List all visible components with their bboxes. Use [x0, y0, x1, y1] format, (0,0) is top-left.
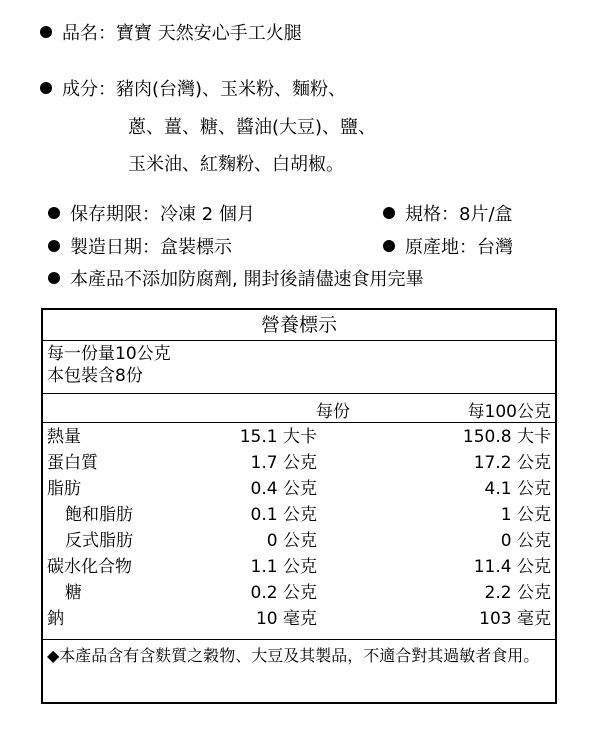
table-row	[43, 503, 555, 527]
table-row	[43, 477, 555, 501]
per-100g-value: 1 公克	[500, 505, 551, 525]
table-row	[43, 451, 555, 475]
nutrition-rows	[43, 423, 555, 640]
table-row	[43, 581, 555, 605]
bullet-icon	[383, 240, 395, 252]
per-100g-value: 11.4 公克	[473, 557, 551, 577]
bullet-icon	[383, 207, 395, 219]
nutrient-name: 蛋白質	[47, 453, 98, 473]
product-name-line	[40, 22, 302, 46]
per-serving-value: 0.1 公克	[250, 505, 317, 525]
ingredients-text-2: 蔥、薑、糖、醬油(大豆)、鹽、	[128, 117, 377, 138]
per-100g-value: 2.2 公克	[484, 583, 551, 603]
per-serving-value: 0 公克	[266, 531, 317, 551]
bullet-icon	[40, 82, 52, 94]
ingredients-line-1	[40, 78, 346, 102]
per-serving-value: 15.1 大卡	[239, 427, 317, 447]
per-100g-value: 103 毫克	[479, 609, 551, 629]
per-100g-value: 17.2 公克	[473, 453, 551, 473]
bullet-icon	[48, 272, 60, 284]
per-100g-value: 0 公克	[500, 531, 551, 551]
notice-line	[48, 268, 423, 292]
servings-per-package: 本包裝含8份	[47, 366, 143, 386]
nutrition-table	[41, 308, 557, 704]
bullet-icon	[48, 207, 60, 219]
table-row	[43, 425, 555, 449]
nutrition-title: 營養標示	[43, 310, 555, 341]
col-per-100g: 每100公克	[467, 402, 551, 422]
nutrient-name: 鈉	[47, 609, 64, 629]
origin-text: 原產地：台灣	[405, 237, 513, 258]
product-name: 品名：寶寶 天然安心手工火腿	[62, 23, 302, 44]
nutrient-name: 脂肪	[47, 479, 81, 499]
ingredients-text-1: 成分：豬肉(台灣)、玉米粉、麵粉、	[62, 79, 347, 100]
nutrition-header-row	[43, 394, 555, 423]
table-row	[43, 555, 555, 579]
per-serving-value: 10 毫克	[255, 609, 317, 629]
notice-text: 本產品不添加防腐劑, 開封後請儘速食用完畢	[70, 269, 424, 290]
storage-line	[48, 203, 255, 227]
allergen-notice: ◆本產品含有含麩質之穀物、大豆及其製品，不適合對其過敏者食用。	[47, 646, 540, 665]
mfg-text: 製造日期：盒裝標示	[70, 237, 232, 258]
mfg-line	[48, 236, 232, 260]
per-serving-value: 0.4 公克	[250, 479, 317, 499]
col-per-serving: 每份	[316, 402, 350, 422]
per-serving-value: 1.7 公克	[250, 453, 317, 473]
serving-info	[43, 341, 555, 394]
storage-text: 保存期限：冷凍 2 個月	[70, 204, 255, 225]
nutrient-name: 碳水化合物	[47, 557, 132, 577]
per-serving-value: 0.2 公克	[250, 583, 317, 603]
bullet-icon	[40, 26, 52, 38]
origin-line	[383, 236, 513, 260]
bullet-icon	[48, 240, 60, 252]
spec-line	[383, 203, 513, 227]
table-row	[43, 529, 555, 553]
ingredients-line-2	[128, 116, 376, 140]
per-100g-value: 4.1 公克	[484, 479, 551, 499]
serving-size: 每一份量10公克	[47, 344, 171, 364]
spec-text: 規格：8片/盒	[405, 204, 513, 225]
ingredients-text-3: 玉米油、紅麴粉、白胡椒。	[128, 154, 344, 175]
nutrient-name: 反式脂肪	[65, 531, 133, 551]
nutrient-name: 飽和脂肪	[65, 505, 133, 525]
per-100g-value: 150.8 大卡	[462, 427, 551, 447]
nutrient-name: 糖	[65, 583, 82, 603]
ingredients-line-3	[128, 153, 344, 177]
nutrient-name: 熱量	[47, 427, 81, 447]
per-serving-value: 1.1 公克	[250, 557, 317, 577]
table-row	[43, 607, 555, 631]
